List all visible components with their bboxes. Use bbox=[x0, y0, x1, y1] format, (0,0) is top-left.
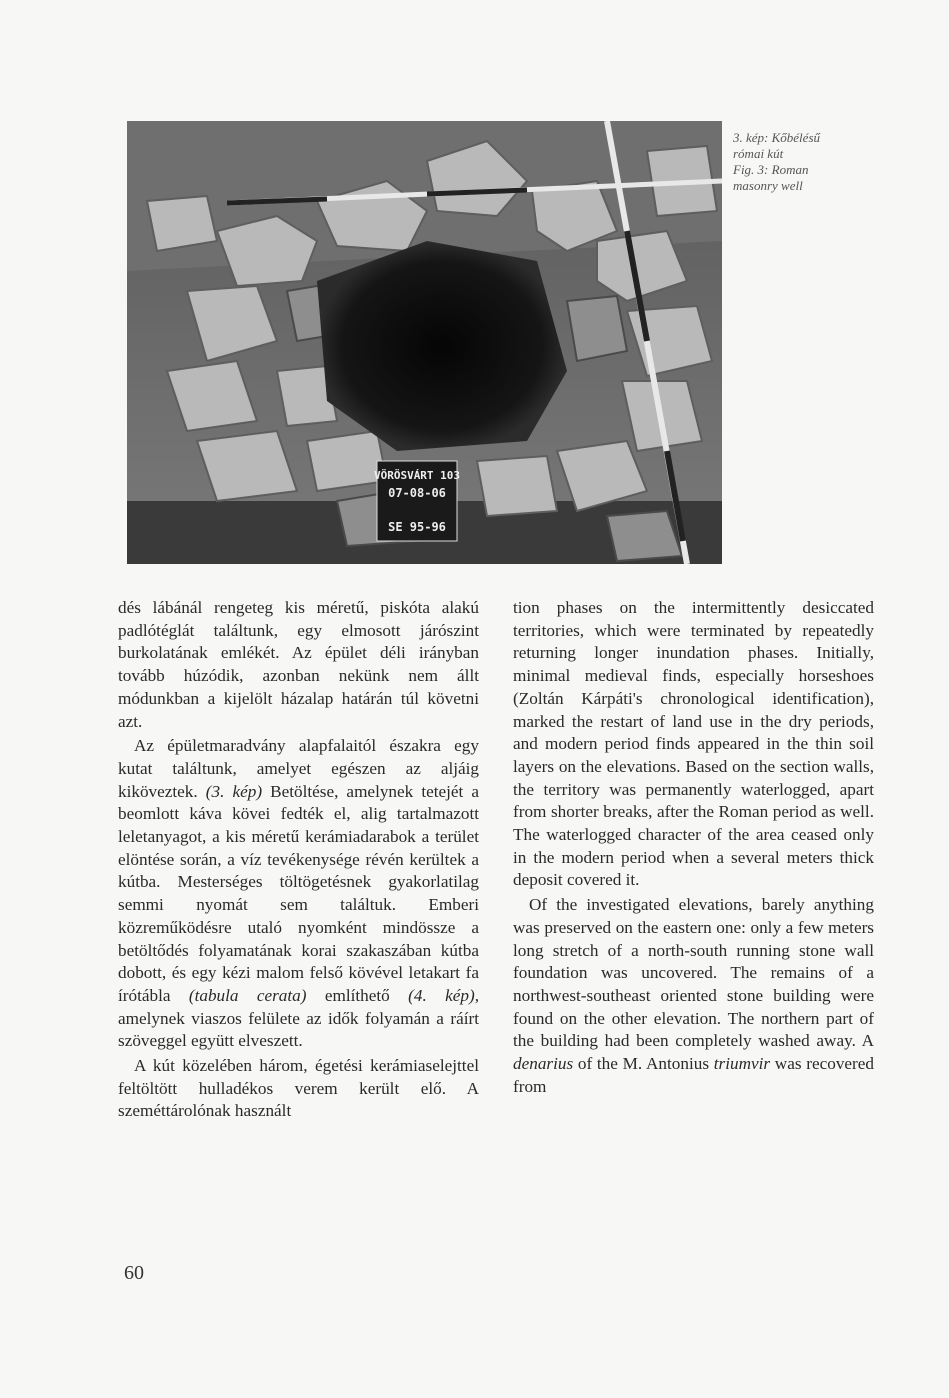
caption-line-hu-1: 3. kép: Kőbélésű bbox=[733, 130, 821, 145]
well-photograph bbox=[127, 121, 722, 564]
caption-line-hu-2: római kút bbox=[733, 146, 784, 161]
figure-reference: (3. kép) bbox=[205, 781, 263, 801]
left-column-hungarian bbox=[118, 597, 479, 1123]
right-column-english bbox=[513, 597, 874, 1098]
paragraph: tion phases on the intermittently desiccated territories, which were terminated by repeatedly returning longer inundation phases. Initially, minimal medieval finds, especially horseshoes (Zoltán Kárpáti's chronological identification), marked the restart of land use in the dry periods, and modern period finds appeared in the thin soil layers on the elevations. Based on the section walls, the territory was permanently waterlogged, apart from shorter breaks, after the Roman period as well. The waterlogged character of the area ceased only in the modern period when a several meters thick deposit covered it. bbox=[513, 598, 874, 890]
page-number: 60 bbox=[124, 1262, 144, 1284]
latin-term: triumvir bbox=[713, 1054, 771, 1074]
paragraph: dés lábánál rengeteg kis méretű, piskóta alakú padlótéglát találtunk, egy elmosott járószint burkolatának emlékét. Az épület déli irányban tovább húzódik, azonban nekünk nem állt módunkban a kijelölt házalap határán túl követni azt. bbox=[118, 598, 479, 731]
caption-line-en-1: Fig. 3: Roman bbox=[733, 162, 809, 177]
caption-line-en-2: masonry well bbox=[733, 178, 803, 193]
paragraph: Az épületmaradvány alapfalaitól északra egy kutat találtunk, amelyet egészen az aljáig kiköveztek. (3. kép) Betöltése, amelynek tetejét a beomlott káva kövei fedték el, alig tartalmazott leletanyagot, a kis méretű kerámiadarabok a terület elöntése során, a víz tevékenysége révén kerültek a kútba. Mesterséges töltögetésnek gyakorlatilag semmi nyomát sem találtuk. Emberi közreműködésre utaló nyomként mindössze a betöltődés folyamatának korai szakaszában kútba dobott, és egy kézi malom felső kövével letakart fa írótábla (tabula cerata) említhető (4. kép), amelynek viaszos felülete az idők folyamán a ráírt szöveggel együtt elveszett. bbox=[118, 736, 479, 1051]
paragraph: A kút közelében három, égetési kerámiaselejttel feltöltött hulladékos verem került elő. A szeméttárolónak használt bbox=[118, 1056, 479, 1121]
latin-term: denarius bbox=[513, 1054, 574, 1074]
figure-reference: (4. kép) bbox=[408, 985, 475, 1005]
sign-line-3: SE 95-96 bbox=[388, 520, 446, 534]
figure-caption bbox=[733, 130, 843, 194]
sign-line-2: 07-08-06 bbox=[388, 486, 446, 500]
latin-term: (tabula cerata) bbox=[188, 985, 307, 1005]
sign-line-1: VÖRÖSVÁRT 103 bbox=[373, 469, 461, 482]
paragraph: Of the investigated elevations, barely anything was preserved on the eastern one: only a few meters long stretch of a north-south running stone wall foundation was uncovered. The remains of a northwest-southeast oriented stone building were found on the other elevation. The northern part of the building had been completely washed away. A denarius of the M. Antonius triumvir was recovered from bbox=[513, 895, 874, 1096]
